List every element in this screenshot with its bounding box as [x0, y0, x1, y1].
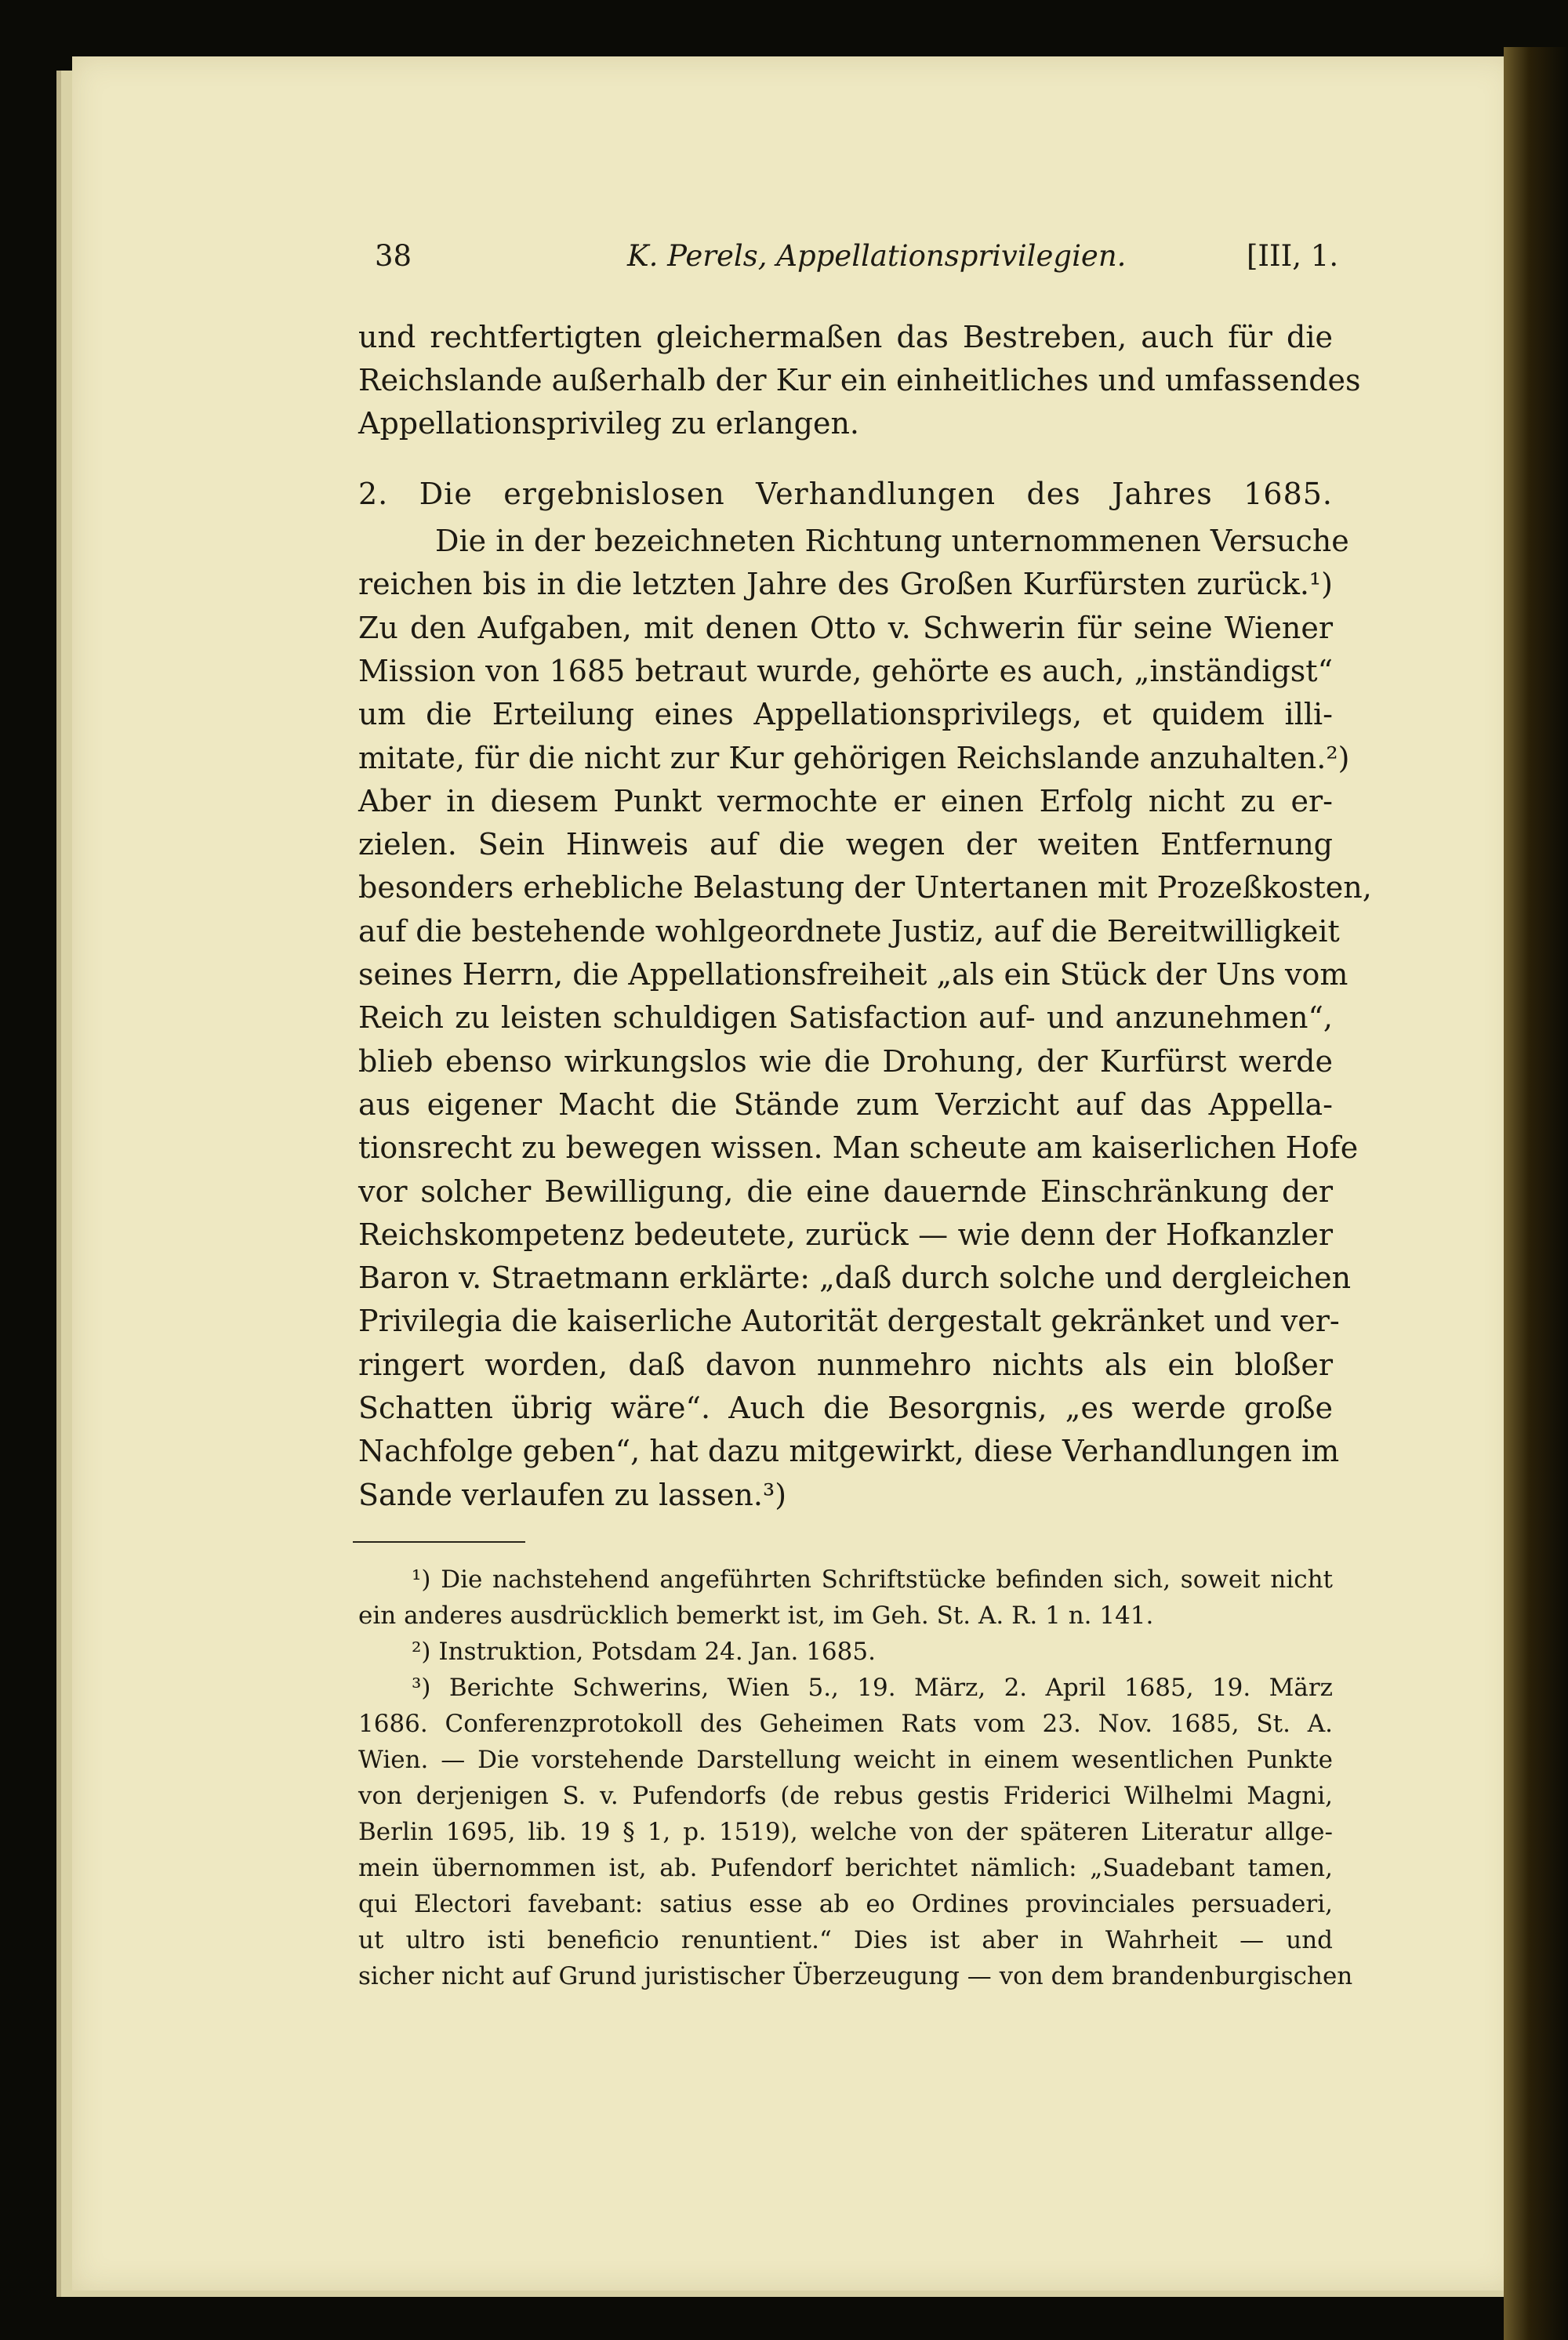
binding-edge [1504, 47, 1568, 2340]
footnote-line: Wien. — Die vorstehende Darstellung weicht in einem wesentlichen Punkte [358, 1746, 1333, 1774]
text-line: Reichskompetenz bedeutete, zurück — wie denn der Hofkanzler [358, 1217, 1333, 1252]
footnote-line: qui Electori favebant: satius esse ab eo Ordines provinciales persuaderi, [358, 1890, 1333, 1918]
footnote-line: Berlin 1695, lib. 19 § 1, p. 1519), welche von der späteren Literatur allge- [358, 1818, 1333, 1846]
footnote-line: ³) Berichte Schwerins, Wien 5., 19. März, 2. April 1685, 19. März [412, 1674, 1333, 1702]
footnote-line: ein anderes ausdrücklich bemerkt ist, im Geh. St. A. R. 1 n. 141. [358, 1602, 1154, 1630]
footnote-line: mein übernommen ist, ab. Pufendorf berichtet nämlich: „Suadebant tamen, [358, 1854, 1333, 1882]
text-line: ringert worden, daß davon nunmehro nichts als ein bloßer [358, 1347, 1333, 1382]
running-title: K. Perels, Appellationsprivilegien. [627, 239, 1127, 273]
text-line: seines Herrn, die Appellationsfreiheit „als ein Stück der Uns vom [358, 957, 1348, 992]
text-line: vor solcher Bewilligung, die eine dauernde Einschränkung der [358, 1174, 1333, 1209]
text-line: Aber in diesem Punkt vermochte er einen Erfolg nicht zu er- [358, 783, 1333, 818]
footnote-line: sicher nicht auf Grund juristischer Überzeugung — von dem brandenburgischen [358, 1962, 1353, 1990]
text-line: reichen bis in die letzten Jahre des Großen Kurfürsten zurück.¹) [358, 567, 1333, 602]
text-line: blieb ebenso wirkungslos wie die Drohung, der Kurfürst werde [358, 1043, 1333, 1079]
text-line: 2. Die ergebnislosen Verhandlungen des Jahres 1685. [358, 477, 1333, 511]
footnote-line: von derjenigen S. v. Pufendorfs (de rebus gestis Friderici Wilhelmi Magni, [358, 1782, 1333, 1810]
text-line: Privilegia die kaiserliche Autorität dergestalt gekränket und ver- [358, 1304, 1340, 1339]
text-line: Sande verlaufen zu lassen.³) [358, 1477, 787, 1512]
footnote-rule [353, 1541, 525, 1543]
section-marker: [III, 1. [1247, 239, 1339, 273]
text-line: Mission von 1685 betraut wurde, gehörte es auch, „inständigst“ [358, 653, 1333, 688]
text-line: besonders erhebliche Belastung der Untertanen mit Prozeßkosten, [358, 870, 1372, 905]
text-line: Zu den Aufgaben, mit denen Otto v. Schwerin für seine Wiener [358, 610, 1333, 645]
text-line: Nachfolge geben“, hat dazu mitgewirkt, diese Verhandlungen im [358, 1434, 1340, 1469]
page-number: 38 [375, 239, 412, 273]
text-line: Appellationsprivileg zu erlangen. [358, 406, 860, 441]
text-line: aus eigener Macht die Stände zum Verzicht auf das Appella- [358, 1087, 1333, 1122]
footnote-line: ²) Instruktion, Potsdam 24. Jan. 1685. [412, 1638, 876, 1666]
text-line: und rechtfertigten gleichermaßen das Bestreben, auch für die [358, 320, 1333, 354]
text-line: Die in der bezeichneten Richtung unternommenen Versuche [435, 524, 1349, 558]
text-line: mitate, für die nicht zur Kur gehörigen Reichslande anzuhalten.²) [358, 740, 1350, 775]
footnote-line: 1686. Conferenzprotokoll des Geheimen Rats vom 23. Nov. 1685, St. A. [358, 1710, 1333, 1738]
text-line: Reichslande außerhalb der Kur ein einheitliches und umfassendes [358, 363, 1361, 397]
text-line: Baron v. Straetmann erklärte: „daß durch solche und dergleichen [358, 1261, 1352, 1296]
text-line: Schatten übrig wäre“. Auch die Besorgnis, „es werde große [358, 1391, 1333, 1425]
text-line: Reich zu leisten schuldigen Satisfaction auf- und anzunehmen“, [358, 1000, 1333, 1036]
text-line: um die Erteilung eines Appellationsprivilegs, et quidem illi- [358, 697, 1333, 732]
text-line: tionsrecht zu bewegen wissen. Man scheute am kaiserlichen Hofe [358, 1130, 1359, 1166]
text-line: auf die bestehende wohlgeordnete Justiz, auf die Bereitwilligkeit [358, 913, 1340, 949]
footnote-line: ut ultro isti beneficio renuntient.“ Dies ist aber in Wahrheit — und [358, 1926, 1333, 1954]
text-line: zielen. Sein Hinweis auf die wegen der weiten Entfernung [358, 827, 1333, 862]
footnote-line: ¹) Die nachstehend angeführten Schriftstücke befinden sich, soweit nicht [412, 1565, 1333, 1594]
